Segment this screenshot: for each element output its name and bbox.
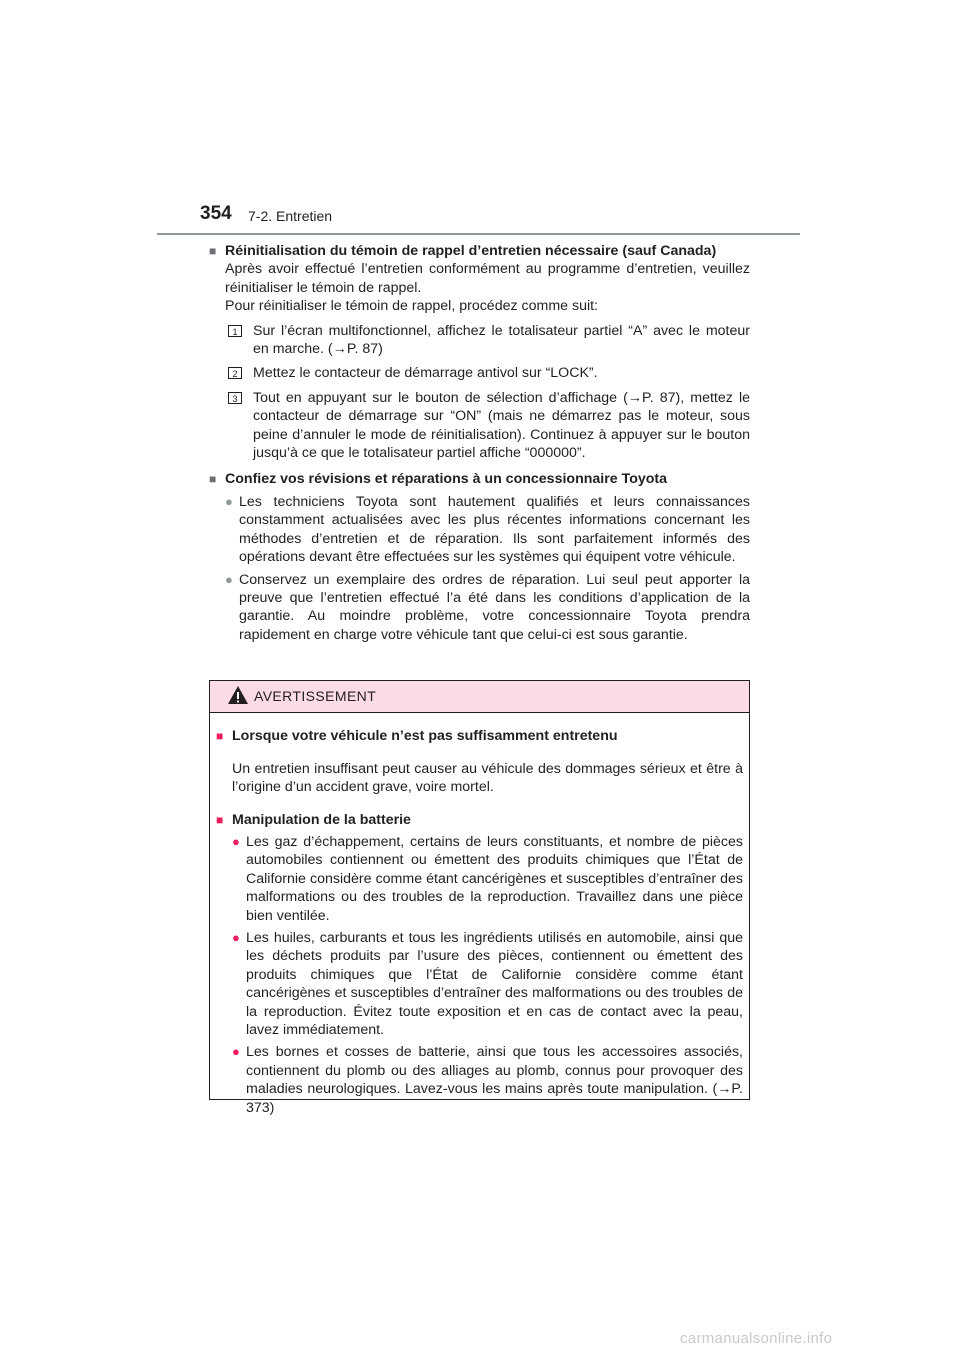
header-divider bbox=[157, 233, 800, 235]
list-item bbox=[232, 833, 743, 925]
watermark: carmanualsonline.info bbox=[680, 1330, 833, 1347]
page-header bbox=[0, 0, 960, 240]
list-item bbox=[225, 493, 750, 567]
section-heading bbox=[216, 727, 743, 745]
bullet-text: Les gaz d’échappement, certains de leurs constituants, et nombre de pièces automobiles contiennent ou émettent des produits chimiques que l’État de Californie considère comme étant cancérigènes et susceptibles d’entraîner des malformations ou des troubles de la reproduction. Travaillez dans une pièce bien ventilée. bbox=[246, 834, 743, 924]
bullet-text: Les huiles, carburants et tous les ingrédients utilisés en automobile, ainsi que les déchets produits par l’usure des pièces, contiennent ou émettent des produits chimiques que l’État de Californie considère comme étant cancérigènes et susceptibles d’entraîner des malformations ou des troubles de la reproduction. Évitez toute exposition et en cas de contact avec la peau, lavez immédiatement. bbox=[246, 930, 743, 1039]
warning-section-title: Manipulation de la batterie bbox=[232, 811, 411, 828]
list-item bbox=[232, 1043, 743, 1117]
circle-bullet-icon: ● bbox=[232, 834, 240, 849]
step-item bbox=[225, 322, 750, 359]
warning-box bbox=[209, 680, 750, 1116]
circle-bullet-icon: ● bbox=[225, 493, 233, 509]
step-number-badge: 1 bbox=[228, 325, 242, 337]
warning-header bbox=[210, 681, 749, 713]
paragraph: Un entretien insuffisant peut causer au véhicule des dommages sérieux et être à l’origine d’un accident grave, voire mortel. bbox=[232, 760, 743, 795]
bullet-text: Les bornes et cosses de batterie, ainsi que tous les accessoires associés, contiennent du plomb ou des alliages au plomb, connus pour provoquer des maladies neurologiques. Lavez-vous les mains après toute manipulation. (→P. 373) bbox=[246, 1044, 743, 1116]
paragraph: Après avoir effectué l’entretien conformément au programme d’entretien, veuillez réinitialiser le témoin de rappel. bbox=[225, 261, 750, 296]
warning-triangle-icon bbox=[227, 685, 249, 705]
section-heading bbox=[209, 242, 750, 260]
step-item bbox=[225, 389, 750, 463]
main-content bbox=[209, 242, 750, 648]
warning-title: AVERTISSEMENT bbox=[254, 688, 377, 704]
section-heading bbox=[209, 470, 750, 488]
section-dealer bbox=[209, 470, 750, 644]
section-heading bbox=[216, 811, 743, 829]
circle-bullet-icon: ● bbox=[232, 930, 240, 946]
square-bullet-icon: ■ bbox=[216, 729, 224, 743]
warning-section-maintenance bbox=[216, 727, 743, 796]
step-text: Tout en appuyant sur le bouton de sélection d’affichage (→P. 87), mettez le contacteur de démarrage sur “ON” (mais ne démarrez pas le moteur, sous peine d’annuler le mode de réinitialisation). Continuez à appuyer sur le bouton jusqu’à ce que le totalisateur partiel affiche “000000”. bbox=[253, 389, 750, 462]
warning-body bbox=[210, 713, 749, 1117]
step-text: Sur l’écran multifonctionnel, affichez le totalisateur partiel “A” avec le moteur en marche. (→P. 87) bbox=[253, 322, 750, 358]
section-reset-reminder bbox=[209, 242, 750, 462]
circle-bullet-icon: ● bbox=[232, 1044, 240, 1060]
page-number: 354 bbox=[200, 203, 232, 224]
section-title: 7-2. Entretien bbox=[248, 208, 333, 224]
square-bullet-icon: ■ bbox=[209, 244, 217, 258]
square-bullet-icon: ■ bbox=[209, 472, 217, 487]
bullet-text: Les techniciens Toyota sont hautement qualifiés et leurs connaissances constamment actualisées avec les plus récentes informations concernant les méthodes d’entretien et de réparation. Ils sont parfaitement informés des opérations devant être effectuées sur les systèmes qui équipent votre véhicule. bbox=[239, 493, 750, 566]
step-number-badge: 2 bbox=[228, 367, 242, 379]
step-item bbox=[225, 364, 750, 382]
step-number-badge: 3 bbox=[228, 392, 242, 404]
list-item bbox=[232, 929, 743, 1039]
circle-bullet-icon: ● bbox=[225, 571, 233, 587]
section-title-dealer: Confiez vos révisions et réparations à un concessionnaire Toyota bbox=[225, 471, 668, 488]
section-title-reset: Réinitialisation du témoin de rappel d’entretien nécessaire (sauf Canada) bbox=[225, 243, 717, 259]
step-text: Mettez le contacteur de démarrage antivol sur “LOCK”. bbox=[253, 365, 598, 382]
bullet-text: Conservez un exemplaire des ordres de réparation. Lui seul peut apporter la preuve que l’entretien effectué l’a été dans les conditions d’application de la garantie. Au moindre problème, votre concessionnaire Toyota prendra rapidement en charge votre véhicule tant que celui-ci est sous garantie. bbox=[239, 571, 750, 643]
square-bullet-icon: ■ bbox=[216, 812, 224, 827]
list-item bbox=[225, 571, 750, 645]
paragraph: Pour réinitialiser le témoin de rappel, procédez comme suit: bbox=[225, 298, 598, 315]
warning-section-title: Lorsque votre véhicule n’est pas suffisamment entretenu bbox=[232, 728, 618, 744]
warning-section-battery bbox=[216, 811, 743, 1118]
